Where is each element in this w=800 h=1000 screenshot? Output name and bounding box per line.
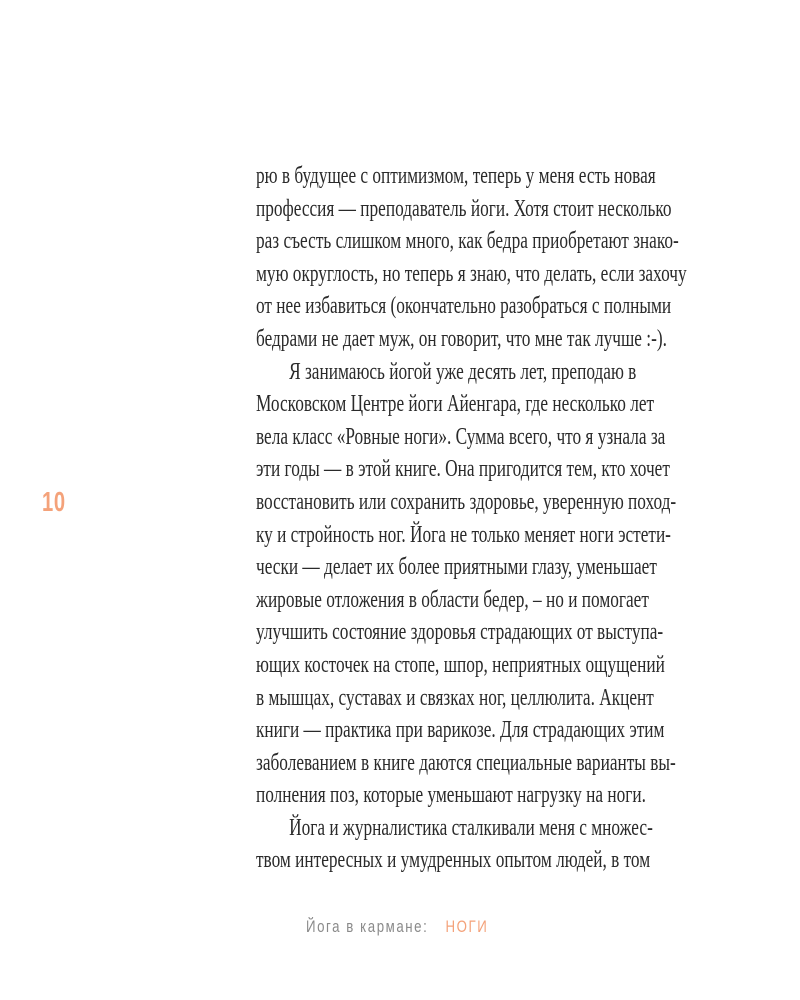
text-line: улучшить состояние здоровья страдающих от выступа-: [256, 619, 664, 646]
text-line: жировые отложения в области бедер, – но и помогает: [256, 586, 649, 613]
text-line: Йога и журналистика сталкивали меня с множес-: [289, 814, 653, 841]
footer-book-title: Йога в кармане:: [306, 917, 429, 936]
text-line: мую округлость, но теперь я знаю, что делать, если захочу: [256, 260, 687, 287]
text-line: восстановить или сохранить здоровье, уверенную поход-: [256, 488, 677, 515]
text-line: Московском Центре йоги Айенгара, где несколько лет: [256, 391, 655, 418]
text-line: чески — делает их более приятными глазу, уменьшает: [256, 554, 657, 581]
text-line: книги — практика при варикозе. Для страдающих этим: [256, 717, 665, 744]
text-line: Я занимаюсь йогой уже десять лет, преподаю в: [289, 358, 637, 385]
page-number: 10: [42, 486, 66, 517]
footer-section-name: НОГИ: [445, 917, 489, 936]
running-footer: [306, 917, 488, 937]
text-line: ющих косточек на стопе, шпор, неприятных ощущений: [256, 651, 665, 678]
text-line: бедрами не дает муж, он говорит, что мне так лучше :-).: [256, 325, 667, 352]
text-line: вела класс «Ровные ноги». Сумма всего, что я узнала за: [256, 423, 666, 450]
text-line: эти годы — в этой книге. Она пригодится тем, кто хочет: [256, 456, 670, 483]
text-line: в мышцах, суставах и связках ног, целлюлита. Акцент: [256, 684, 654, 711]
text-line: твом интересных и умудренных опытом людей, в том: [256, 847, 651, 874]
text-line: заболеванием в книге даются специальные варианты вы-: [256, 749, 676, 776]
text-line: ку и стройность ног. Йога не только меняет ноги эстети-: [256, 521, 671, 548]
text-line: раз съесть слишком много, как бедра приобретают знако-: [256, 228, 679, 255]
text-line: от нее избавиться (окончательно разобраться с полными: [256, 293, 672, 320]
body-text: [256, 160, 717, 877]
text-line: профессия — преподаватель йоги. Хотя стоит несколько: [256, 195, 672, 222]
text-line: полнения поз, которые уменьшают нагрузку на ноги.: [256, 782, 646, 809]
text-line: рю в будущее с оптимизмом, теперь у меня есть новая: [256, 163, 656, 189]
